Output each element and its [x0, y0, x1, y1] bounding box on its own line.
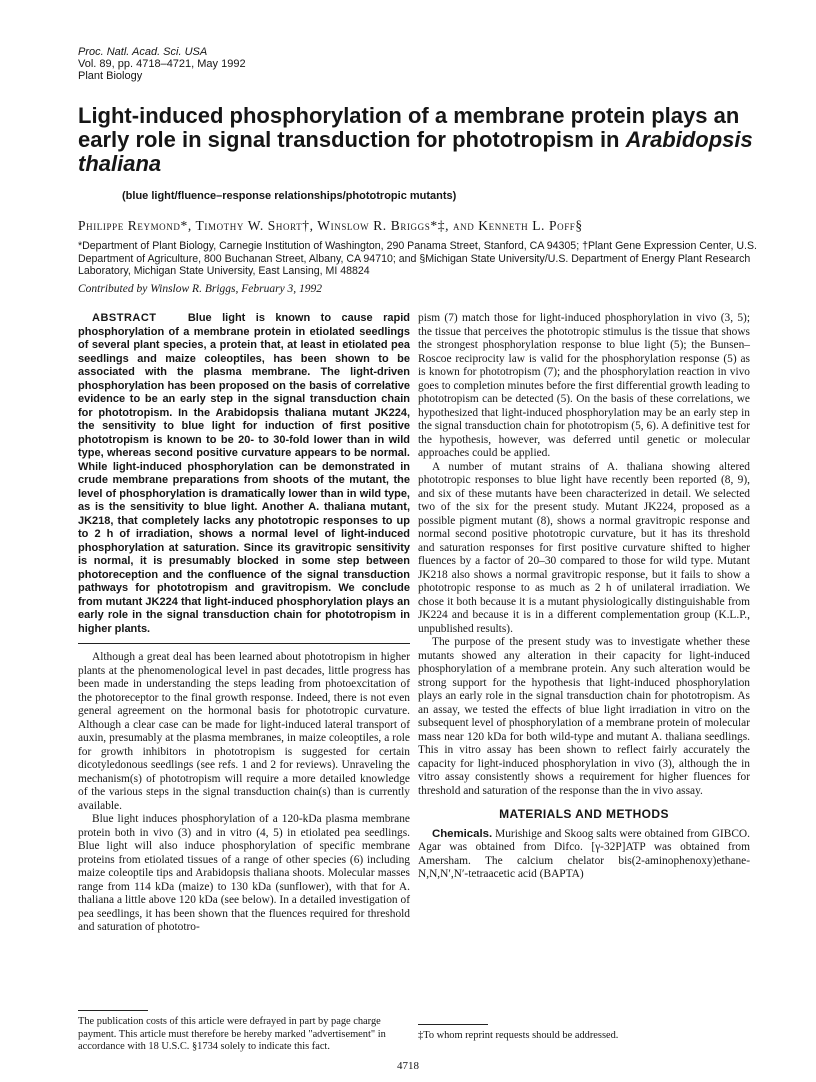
- journal-name: Proc. Natl. Acad. Sci. USA: [78, 46, 208, 58]
- methods-heading: MATERIALS AND METHODS: [499, 807, 669, 821]
- abstract-label: ABSTRACT: [92, 312, 157, 324]
- keywords: (blue light/fluence–response relationships/phototropic mutants): [122, 190, 457, 202]
- body-paragraph: pism (7) match those for light-induced phosphorylation in vivo (3, 5); the tissue that perceives the phototropic stimulus is the tissue that shows the strongest phosphorylation response to blue light (5); the Bunsen–Roscoe reciprocity law is valid for the phosphorylation response (5) as is known for phototropism (7); and the phosphorylation reaction in vivo goes to completion minutes before the first differential growth leading to phototropism can be detected (5). On the basis of these correlations, we hypothesized that light-induced phosphorylation may be an early step in the signal transduction chain for phototropism (5, 6). A definitive test for the hypothesis, however, was deferred until genetic or molecular approaches could be applied.: [418, 312, 750, 459]
- body-paragraph: The purpose of the present study was to investigate whether these mutants showed any alteration in their capacity for light-induced phosphorylation of a membrane protein. Any such alteration would be strong support for the hypothesis that light-induced phosphorylation plays an early role in the signal transduction chain for phototropism. As an assay, we tested the effects of blue light irradiation in vitro on the subsequent level of phosphorylation of a membrane protein of molecular mass near 120 kDa for both wild-type and mutant A. thaliana seedlings. This in vitro assay has been shown to reflect fairly accurately the capacity for light-induced phosphorylation in vivo (3), although the in vitro assay consistently shows a requirement for higher fluences for threshold and saturation of the response than the in vivo assay.: [418, 636, 750, 797]
- methods-text: Murishige and Skoog salts were obtained from GIBCO. Agar was obtained from Difco. [γ-32P]ATP was obtained from Amersham. The calcium chelator bis(2-aminophenoxy)ethane-N,N,N′,N′-tetraacetic acid (BAPTA): [418, 827, 750, 880]
- methods-run-in: Chemicals.: [432, 827, 493, 840]
- volume-line: Vol. 89, pp. 4718–4721, May 1992: [78, 58, 246, 70]
- body-paragraph: A number of mutant strains of A. thaliana showing altered phototropic responses to blue light have recently been reported (8, 9), and six of these mutants have been characterized in detail. We selected two of the six for the present study. Mutant JK224, proposed as a possible pigment mutant (8), shows a normal gravitropic response and normal second positive phototropic curvature, but it has its threshold and saturation responses for first positive curvature shifted to higher fluences by a factor of 20–30 compared to those for wild type. Mutant JK218 also shows a normal gravitropic response, but it fails to show a phototropic response to as much as 2 h of unilateral irradiation. We chose it both because it is a mutant physiologically distinguishable from JK224 and because it is in a different complementation group (K.L.P., unpublished results).: [418, 460, 750, 635]
- body-paragraph: Although a great deal has been learned about phototropism in higher plants at the phenomenological level in past decades, little progress has been made in understanding the steps leading from photoexcitation of the photoreceptor to the final growth response. Indeed, there is not even general agreement on the hormonal basis for phototropic curvature. Although a clear case can be made for light-induced lateral transport of auxin, presumably at the plasma membranes, in maize coleoptiles, a role for growth inhibitors in phototropism is suggested for certain dicotyledonous seedlings (see refs. 1 and 2 for reviews). Unraveling the mechanism(s) of phototropism will require a more detailed knowledge of the various steps in the signal transduction chain(s) than is currently available.: [78, 651, 410, 812]
- right-column: [418, 312, 750, 882]
- page-number: 4718: [397, 1060, 419, 1072]
- abstract-divider: [78, 643, 410, 644]
- author-list: Philippe Reymond*, Timothy W. Short†, Winslow R. Briggs*‡, and Kenneth L. Poff§: [78, 218, 583, 233]
- title-species: Arabidopsis thaliana: [78, 127, 753, 176]
- footnote-text: ‡To whom reprint requests should be addressed.: [418, 1030, 619, 1041]
- journal-header: [78, 46, 378, 82]
- section-name: Plant Biology: [78, 70, 143, 82]
- affiliations: *Department of Plant Biology, Carnegie Institution of Washington, 290 Panama Street, Stanford, CA 94305; †Plant Gene Expression Center, U.S. Department of Agriculture, 800 Buchanan Street, Albany, CA 94710; and §Michigan State University/U.S. Department of Energy Plant Research Laboratory, Michigan State University, East Lansing, MI 48824: [78, 240, 757, 277]
- footnote-divider: [78, 1010, 148, 1011]
- contributed-by: Contributed by Winslow R. Briggs, February 3, 1992: [78, 283, 323, 295]
- publication-footnote: [78, 1010, 410, 1054]
- abstract-text: Blue light is known to cause rapid phosphorylation of a membrane protein in etiolated seedlings of several plant species, a protein that, at least in etiolated pea seedlings and maize coleoptiles, has been shown to be associated with the plasma membrane. The light-driven phosphorylation has been proposed on the basis of correlative evidence to be an early step in the signal transduction chain for phototropism. In the Arabidopsis thaliana mutant JK224, the sensitivity to blue light for induction of first positive phototropism is known to be 20- to 30-fold lower than in wild type, whereas second positive curvature appears to be normal. While light-induced phosphorylation can be demonstrated in crude membrane preparations from shoots of the mutant, the level of phosphorylation is dramatically lower than in wild type, as is the sensitivity to blue light. Another A. thaliana mutant, JK218, that completely lacks any phototropic responses to up to 2 h of irradiation, shows a normal level of light-induced phosphorylation at saturation. Since its gravitropic sensitivity is normal, it is presumably blocked in some step between photoreception and the confluence of the signal transduction pathways for phototropism and gravitropism. We conclude from mutant JK224 that light-induced phosphorylation plays an early role in the signal transduction chain for phototropism in higher plants.: [78, 312, 410, 635]
- paper-title: [78, 104, 758, 176]
- left-column: [78, 312, 410, 935]
- methods-paragraph: [418, 828, 750, 882]
- title-main: Light-induced phosphorylation of a membrane protein plays an early role in signal transduction for phototropism in: [78, 103, 740, 152]
- footnote-text: The publication costs of this article were defrayed in part by page charge payment. This article must therefore be hereby marked "advertisement" in accordance with 18 U.S.C. §1734 solely to indicate this fact.: [78, 1016, 386, 1052]
- reprint-footnote: [418, 1024, 750, 1041]
- body-paragraph: Blue light induces phosphorylation of a 120-kDa plasma membrane protein both in vivo (3) and in vitro (4, 5) in etiolated pea seedlings. Blue light will also induce phosphorylation of specific membrane proteins from etiolated tissues of a range of other species (6) including maize coleoptile tips and Arabidopsis thaliana shoots. Molecular masses range from 114 kDa (maize) to 130 kDa (sunflower), with that for A. thaliana a little above 120 kDa (see below). In a detailed investigation of pea seedlings, it has been shown that the fluences required for threshold and saturation of phototro-: [78, 813, 410, 933]
- abstract: [78, 312, 410, 636]
- footnote-divider: [418, 1024, 488, 1025]
